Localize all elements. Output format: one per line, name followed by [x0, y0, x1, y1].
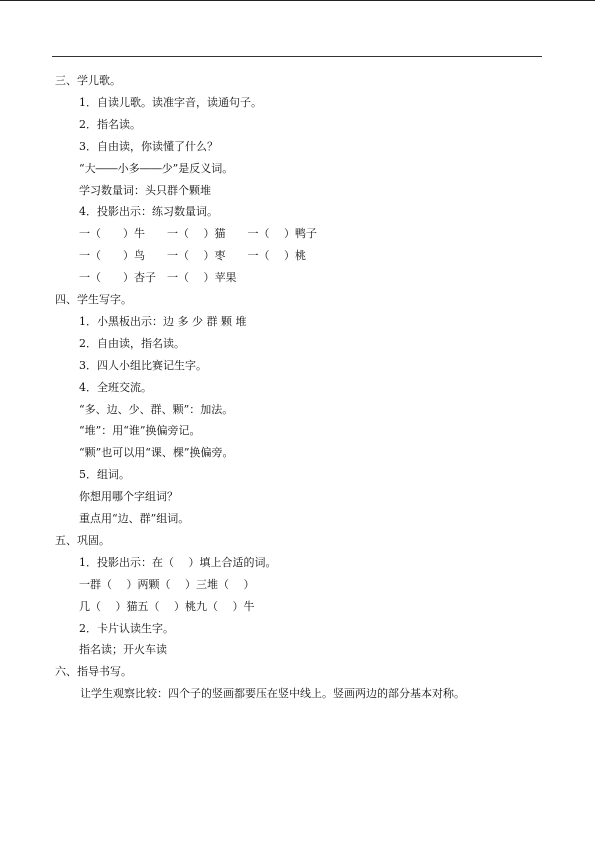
text-line: 1．小黑板出示：边 多 少 群 颗 堆 [79, 314, 247, 328]
text-line: 1．自读儿歌。读准字音，读通句子。 [79, 95, 262, 109]
text-line: 5．组词。 [79, 468, 130, 482]
text-line: 学习数量词：头只群个颗堆 [79, 183, 211, 197]
text-line: 一（ ）杏子 一（ ）苹果 [79, 271, 237, 285]
text-line: 指名读；开火车读 [79, 643, 167, 657]
text-line: 3．四人小组比赛记生字。 [79, 358, 207, 372]
text-line: 一（ ）牛 一（ ）猫 一（ ）鸭子 [79, 227, 317, 241]
page-top-border [0, 0, 595, 1]
text-line: 五、巩固。 [55, 533, 110, 547]
text-line: 你想用哪个字组词？ [79, 490, 178, 504]
text-line: 2．自由读，指名读。 [79, 336, 185, 350]
text-line: “颗”也可以用“课、棵”换偏旁。 [79, 446, 234, 460]
text-line: 四、学生写字。 [55, 293, 132, 306]
header-rule [52, 56, 542, 57]
text-line: 2．卡片认读生字。 [79, 621, 174, 635]
text-line: 2．指名读。 [79, 117, 141, 131]
text-line: 让学生观察比较：四个子的竖画都要压在竖中线上。竖画两边的部分基本对称。 [80, 687, 465, 701]
text-line: “堆”：用“谁”换偏旁记。 [79, 424, 201, 438]
text-line: 六、指导书写。 [55, 665, 132, 679]
text-line: 重点用“边、群”组词。 [79, 512, 190, 525]
text-line: 4．投影出示：练习数量词。 [79, 205, 218, 219]
text-line: “大――小多――少”是反义词。 [79, 161, 234, 175]
text-line: 一（ ）鸟 一（ ）枣 一（ ）桃 [79, 249, 306, 263]
text-line: 三、学儿歌。 [55, 74, 121, 87]
text-line: 1．投影出示：在（ ）填上合适的词。 [79, 555, 277, 569]
text-line: 几（ ）猫五（ ）桃九（ ）牛 [79, 599, 255, 613]
text-line: 一群（ ）两颗（ ）三堆（ ） [79, 577, 255, 591]
text-line: 3．自由读，你读懂了什么？ [79, 139, 218, 153]
text-line: “多、边、少、群、颗”：加法。 [79, 402, 234, 416]
text-line: 4．全班交流。 [79, 380, 152, 394]
